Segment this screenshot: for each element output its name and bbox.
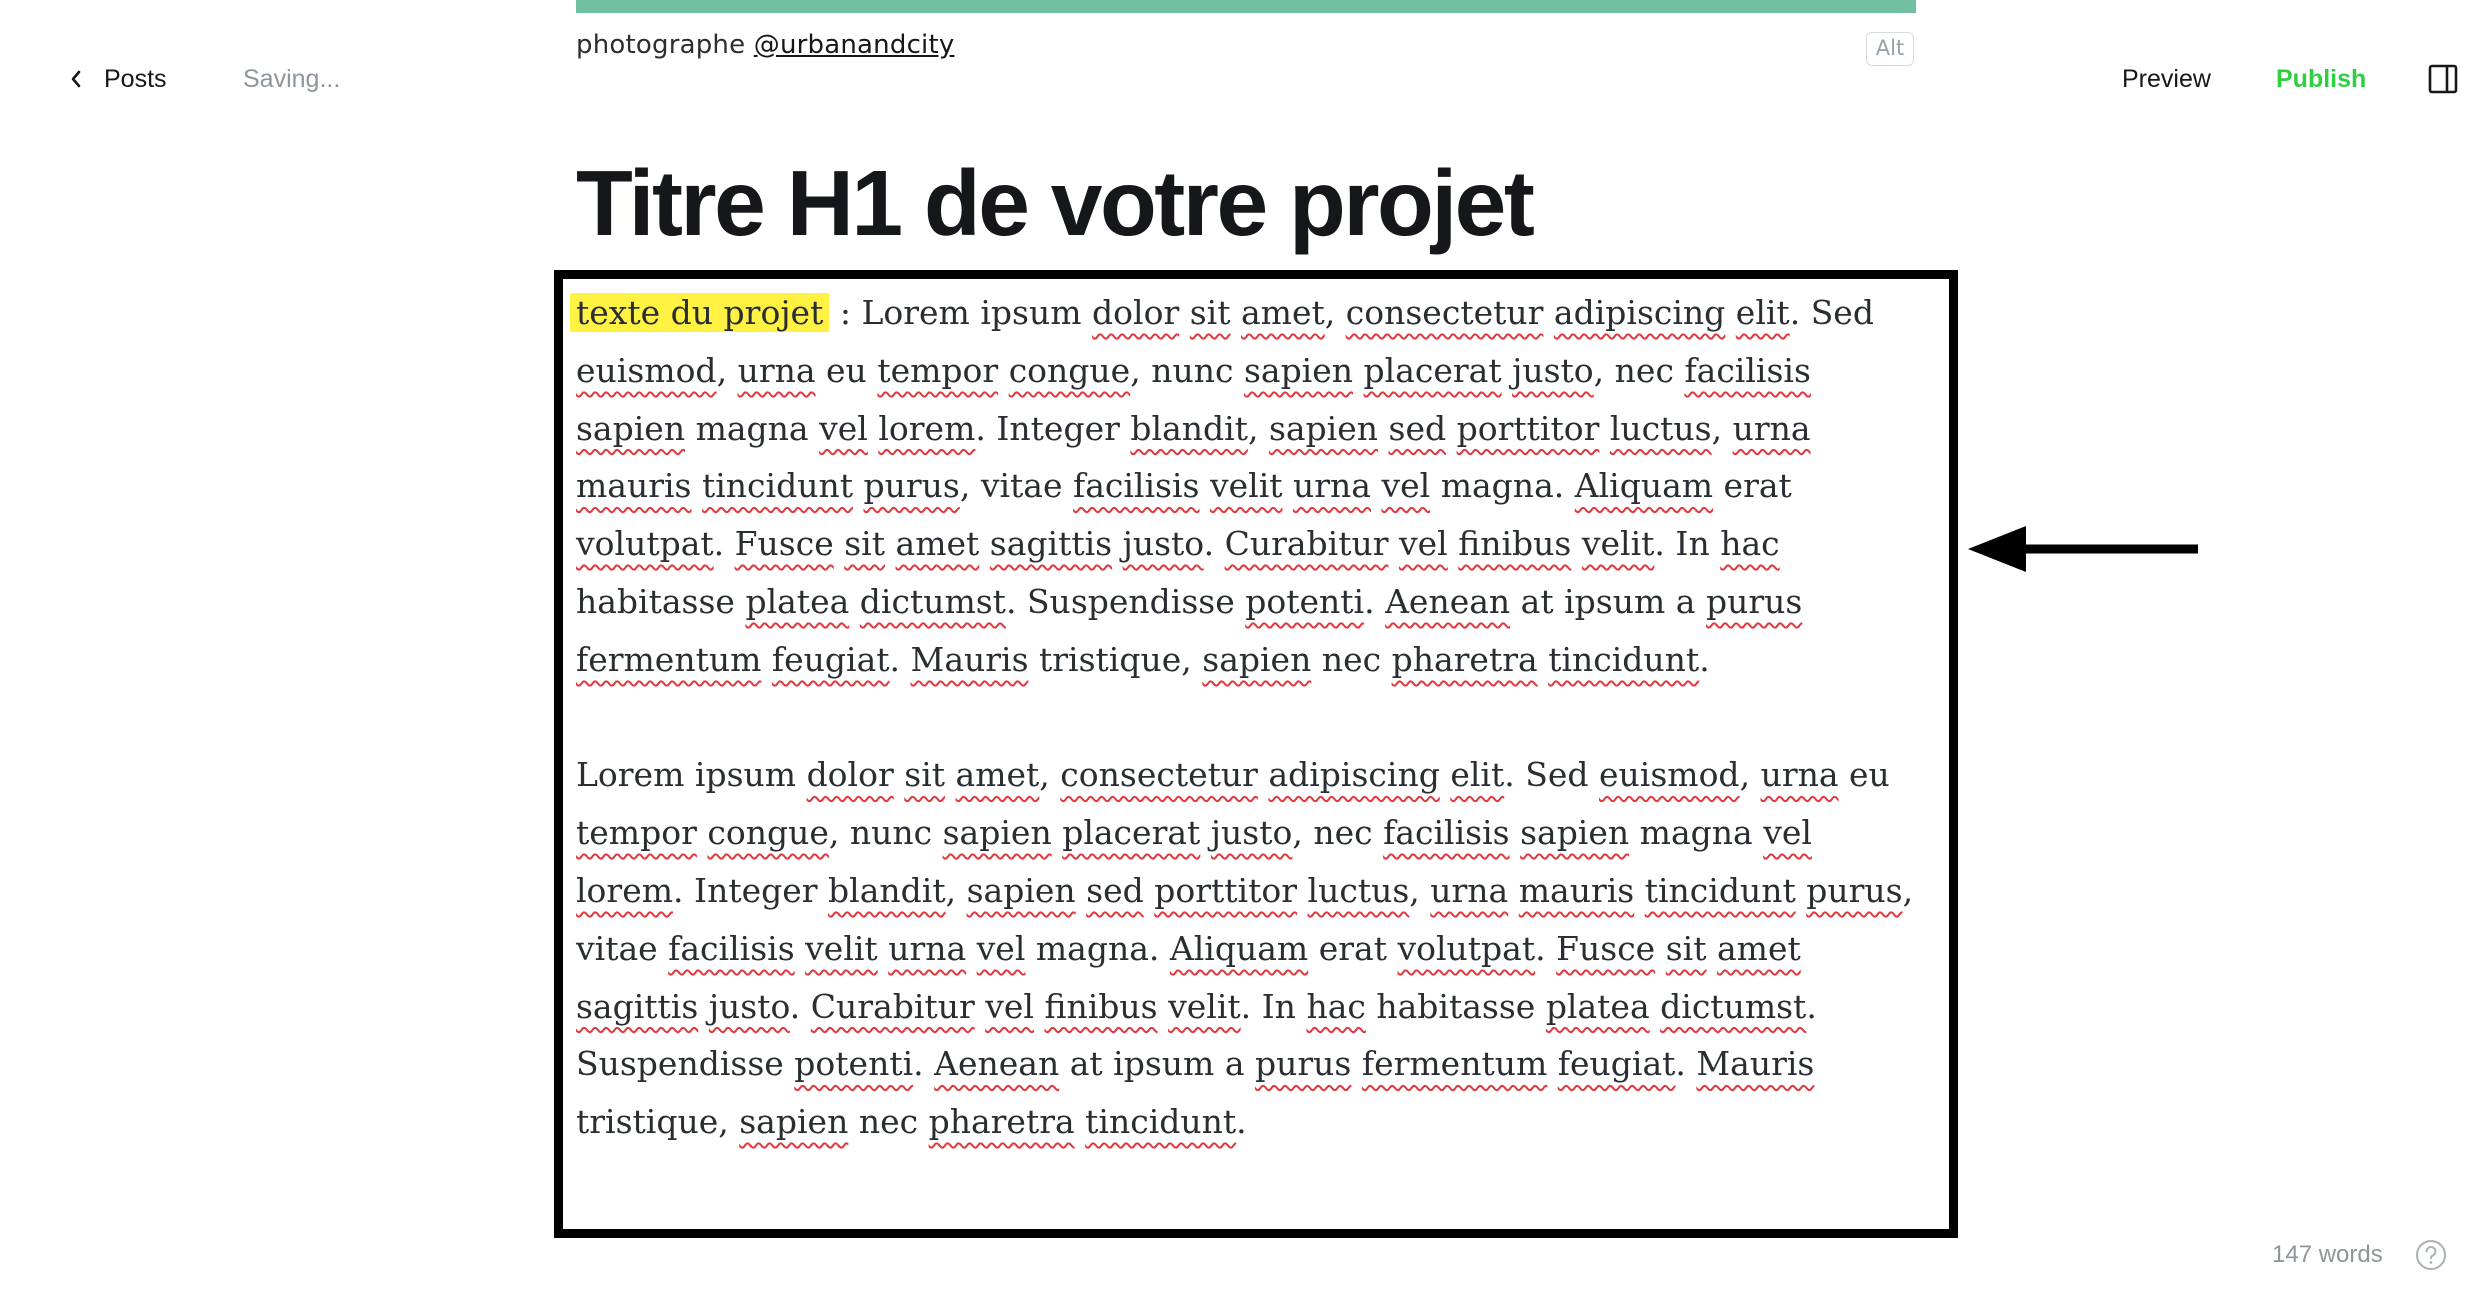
spellcheck-flagged-word[interactable]: vel [985, 986, 1034, 1026]
spellcheck-flagged-word[interactable]: tincidunt [1548, 639, 1700, 679]
spellcheck-flagged-word[interactable]: purus [1806, 870, 1903, 910]
alt-text-button[interactable]: Alt [1866, 32, 1914, 66]
spellcheck-flagged-word[interactable]: purus [863, 466, 960, 506]
paragraph-2-text: Lorem ipsum dolor sit amet, consectetur adipiscing elit. Sed euismod, urna eu tempor congue, nunc sapien placerat justo, nec facilisis sapien magna vel lorem. Integer blandit, sapien sed porttitor luctus, urna mauris tincidunt purus, vitae facilisis velit urna vel magna. Aliquam erat volutpat. Fusce sit amet sagittis justo. Curabitur vel finibus velit. In hac habitasse platea dictumst. Suspendisse potenti. Aenean at ipsum a purus fermentum feugiat. Mauris tristique, sapien nec pharetra tincidunt. [576, 755, 1914, 1142]
spellcheck-flagged-word[interactable]: velit [805, 928, 878, 968]
spellcheck-flagged-word[interactable]: facilisis [668, 928, 795, 968]
spellcheck-flagged-word[interactable]: facilisis [1073, 466, 1200, 506]
spellcheck-flagged-word[interactable]: finibus [1044, 986, 1158, 1026]
spellcheck-flagged-word[interactable]: blandit [1130, 408, 1248, 448]
spellcheck-flagged-word[interactable]: potenti [1245, 581, 1365, 621]
spellcheck-flagged-word[interactable]: sapien [966, 870, 1076, 910]
spellcheck-flagged-word[interactable]: lorem [576, 870, 674, 910]
feature-image-caption[interactable] [576, 30, 954, 60]
spellcheck-flagged-word[interactable]: justo [708, 986, 790, 1026]
paragraph-1-text: : Lorem ipsum dolor sit amet, consectetur adipiscing elit. Sed euismod, urna eu tempor congue, nunc sapien placerat justo, nec facilisis sapien magna vel lorem. Integer blandit, sapien sed porttitor luctus, urna mauris tincidunt purus, vitae facilisis velit urna vel magna. Aliquam erat volutpat. Fusce sit amet sagittis justo. Curabitur vel finibus velit. In hac habitasse platea dictumst. Suspendisse potenti. Aenean at ipsum a purus fermentum feugiat. Mauris tristique, sapien nec pharetra tincidunt. [576, 293, 1874, 679]
spellcheck-flagged-word[interactable]: sed [1086, 870, 1144, 910]
spellcheck-flagged-word[interactable]: congue [707, 813, 829, 853]
spellcheck-flagged-word[interactable]: justo [1512, 350, 1594, 390]
spellcheck-flagged-word[interactable]: tincidunt [1644, 870, 1796, 910]
spellcheck-flagged-word[interactable]: justo [1210, 813, 1293, 853]
spellcheck-flagged-word[interactable]: urna [1760, 755, 1839, 795]
spellcheck-flagged-word[interactable]: Aliquam [1574, 466, 1714, 506]
spellcheck-flagged-word[interactable]: dictumst [1660, 986, 1807, 1026]
spellcheck-flagged-word[interactable]: Fusce [734, 524, 834, 564]
spellcheck-flagged-word[interactable]: mauris [576, 466, 692, 506]
spellcheck-flagged-word[interactable]: elit [1735, 293, 1790, 332]
spellcheck-flagged-word[interactable]: feugiat [1557, 1044, 1676, 1084]
spellcheck-flagged-word[interactable]: sapien [942, 813, 1052, 853]
spellcheck-flagged-word[interactable]: potenti [794, 1044, 914, 1084]
caption-prefix: photographe [576, 30, 754, 60]
spellcheck-flagged-word[interactable]: euismod [576, 350, 717, 390]
paragraph-1[interactable] [576, 284, 1926, 689]
spellcheck-flagged-word[interactable]: urna [1293, 466, 1371, 506]
spellcheck-flagged-word[interactable]: velit [1581, 524, 1655, 564]
caption-handle-link[interactable]: @urbanandcity [753, 30, 955, 60]
spellcheck-flagged-word[interactable]: urna [737, 350, 816, 390]
spellcheck-flagged-word[interactable]: purus [1705, 581, 1803, 621]
spellcheck-flagged-word[interactable]: dictumst [859, 581, 1006, 621]
spellcheck-flagged-word[interactable]: facilisis [1383, 813, 1510, 853]
spellcheck-flagged-word[interactable]: velit [1168, 986, 1241, 1026]
spellcheck-flagged-word[interactable]: lorem [878, 408, 976, 448]
spellcheck-flagged-word[interactable]: Aenean [934, 1044, 1060, 1084]
spellcheck-flagged-word[interactable]: urna [1430, 870, 1509, 910]
spellcheck-flagged-word[interactable]: pharetra [928, 1102, 1075, 1142]
spellcheck-flagged-word[interactable]: tincidunt [1085, 1102, 1237, 1142]
spellcheck-flagged-word[interactable]: sit [844, 524, 886, 564]
spellcheck-flagged-word[interactable]: purus [1255, 1044, 1352, 1084]
spellcheck-flagged-word[interactable]: amet [1716, 928, 1801, 968]
spellcheck-flagged-word[interactable]: finibus [1458, 524, 1572, 564]
spellcheck-flagged-word[interactable]: urna [1732, 408, 1811, 448]
spellcheck-flagged-word[interactable]: sapien [1520, 813, 1630, 853]
spellcheck-flagged-word[interactable]: amet [955, 755, 1040, 795]
sidebar-toggle-icon[interactable] [2428, 64, 2458, 99]
spellcheck-flagged-word[interactable]: fermentum [576, 639, 762, 679]
word-count: 147 words [2272, 1241, 2383, 1268]
spellcheck-flagged-word[interactable]: Mauris [1696, 1044, 1815, 1084]
spellcheck-flagged-word[interactable]: platea [745, 581, 850, 621]
spellcheck-flagged-word[interactable]: sagittis [989, 524, 1113, 564]
spellcheck-flagged-word[interactable]: sed [1388, 408, 1447, 448]
spellcheck-flagged-word[interactable]: consectetur [1345, 293, 1544, 332]
spellcheck-flagged-word[interactable]: mauris [1518, 870, 1635, 910]
help-icon[interactable] [2414, 1238, 2448, 1277]
highlighted-text: texte du projet [570, 293, 829, 332]
spellcheck-flagged-word[interactable]: luctus [1307, 870, 1410, 910]
feature-image[interactable] [576, 0, 1916, 13]
spellcheck-flagged-word[interactable]: dolor [806, 755, 894, 795]
spellcheck-flagged-word[interactable]: Aliquam [1169, 928, 1309, 968]
spellcheck-flagged-word[interactable]: consectetur [1060, 755, 1258, 795]
spellcheck-flagged-word[interactable]: vel [1399, 524, 1448, 564]
spellcheck-flagged-word[interactable]: Curabitur [1224, 524, 1389, 564]
spellcheck-flagged-word[interactable]: vel [819, 408, 868, 448]
spellcheck-flagged-word[interactable]: feugiat [771, 639, 890, 679]
spellcheck-flagged-word[interactable]: congue [1008, 350, 1131, 390]
arrow-left-icon [1966, 522, 2200, 581]
spellcheck-flagged-word[interactable]: placerat [1363, 350, 1502, 390]
spellcheck-flagged-word[interactable]: Aenean [1385, 581, 1511, 621]
spellcheck-flagged-word[interactable]: velit [1209, 466, 1283, 506]
spellcheck-flagged-word[interactable]: Mauris [910, 639, 1029, 679]
spellcheck-flagged-word[interactable]: vel [1763, 813, 1812, 853]
spellcheck-flagged-word[interactable]: placerat [1062, 813, 1201, 853]
spellcheck-flagged-word[interactable]: adipiscing [1553, 293, 1726, 332]
preview-button[interactable]: Preview [2122, 65, 2211, 93]
spellcheck-flagged-word[interactable]: sapien [1268, 408, 1379, 448]
spellcheck-flagged-word[interactable]: porttitor [1456, 408, 1600, 448]
publish-button[interactable]: Publish [2276, 65, 2367, 93]
save-status: Saving... [243, 65, 341, 93]
spellcheck-flagged-word[interactable]: sit [904, 755, 946, 795]
spellcheck-flagged-word[interactable]: sapien [739, 1102, 849, 1142]
spellcheck-flagged-word[interactable]: amet [1241, 293, 1325, 332]
spellcheck-flagged-word[interactable]: sapien [1243, 350, 1354, 390]
spellcheck-flagged-word[interactable]: hac [1720, 524, 1780, 564]
spellcheck-flagged-word[interactable]: sit [1189, 293, 1231, 332]
post-title[interactable]: Titre H1 de votre projet [576, 151, 1533, 255]
spellcheck-flagged-word[interactable]: Fusce [1556, 928, 1656, 968]
chevron-left-icon [70, 69, 82, 89]
spellcheck-flagged-word[interactable]: pharetra [1391, 639, 1538, 679]
spellcheck-flagged-word[interactable]: volutpat [1397, 928, 1536, 968]
spellcheck-flagged-word[interactable]: sapien [1202, 639, 1312, 679]
spellcheck-flagged-word[interactable]: tempor [576, 813, 697, 853]
spellcheck-flagged-word[interactable]: hac [1306, 986, 1366, 1026]
spellcheck-flagged-word[interactable]: blandit [828, 870, 946, 910]
spellcheck-flagged-word[interactable]: Curabitur [810, 986, 975, 1026]
spellcheck-flagged-word[interactable]: facilisis [1684, 350, 1811, 390]
paragraph-2[interactable] [576, 746, 1926, 1151]
spellcheck-flagged-word[interactable]: justo [1122, 524, 1204, 564]
spellcheck-flagged-word[interactable]: adipiscing [1268, 755, 1440, 795]
spellcheck-flagged-word[interactable]: dolor [1092, 293, 1180, 332]
spellcheck-flagged-word[interactable]: tincidunt [701, 466, 853, 506]
spellcheck-flagged-word[interactable]: vel [1381, 466, 1431, 506]
spellcheck-flagged-word[interactable]: sagittis [576, 986, 699, 1026]
back-to-posts-button[interactable] [70, 62, 167, 96]
spellcheck-flagged-word[interactable]: vel [976, 928, 1026, 968]
spellcheck-flagged-word[interactable]: amet [895, 524, 980, 564]
post-body-editor[interactable] [576, 284, 1926, 1151]
spellcheck-flagged-word[interactable]: urna [888, 928, 967, 968]
spellcheck-flagged-word[interactable]: fermentum [1361, 1044, 1548, 1084]
spellcheck-flagged-word[interactable]: tempor [877, 350, 999, 390]
spellcheck-flagged-word[interactable]: platea [1545, 986, 1650, 1026]
spellcheck-flagged-word[interactable]: volutpat [576, 524, 714, 564]
spellcheck-flagged-word[interactable]: porttitor [1154, 870, 1298, 910]
back-label: Posts [104, 64, 167, 93]
spellcheck-flagged-word[interactable]: elit [1450, 755, 1505, 795]
spellcheck-flagged-word[interactable]: luctus [1609, 408, 1712, 448]
spellcheck-flagged-word[interactable]: sit [1665, 928, 1707, 968]
spellcheck-flagged-word[interactable]: sapien [576, 408, 686, 448]
spellcheck-flagged-word[interactable]: euismod [1599, 755, 1740, 795]
